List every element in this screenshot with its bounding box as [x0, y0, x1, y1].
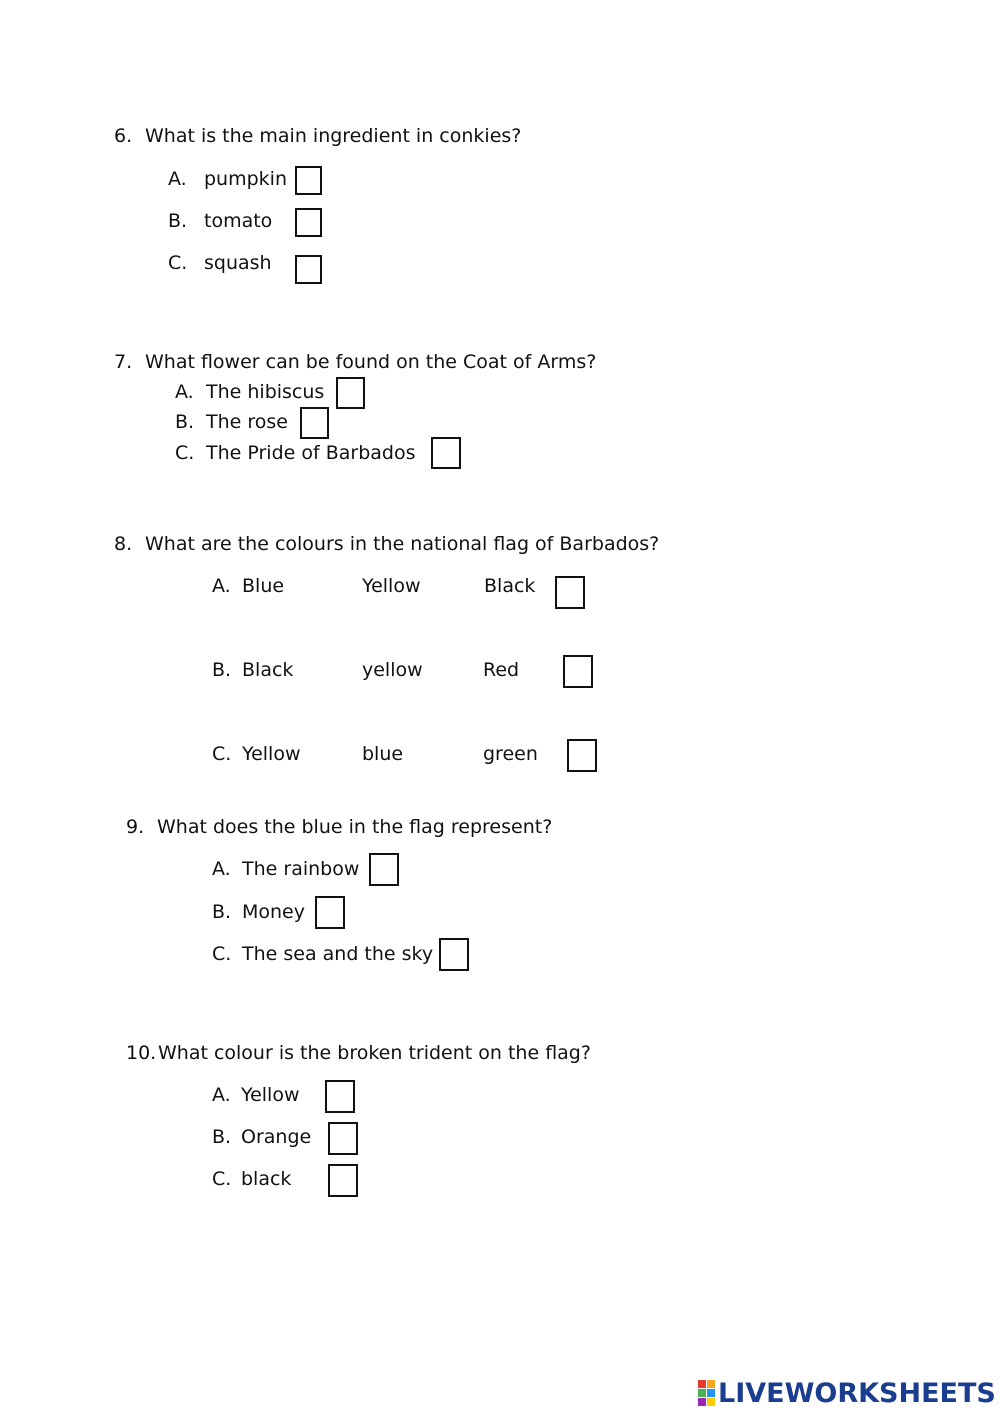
q6-option-a-text: pumpkin — [204, 168, 287, 190]
q6-option-c-checkbox[interactable] — [295, 255, 322, 284]
q7-option-a-letter: A. — [175, 381, 194, 403]
q6-number: 6. — [114, 125, 133, 147]
q10-number: 10. — [126, 1042, 157, 1064]
q6-option-c-letter: C. — [168, 252, 188, 274]
q7-option-b-letter: B. — [175, 411, 195, 433]
q6-option-b-letter: B. — [168, 210, 188, 232]
q8-option-b-checkbox[interactable] — [563, 655, 593, 688]
logo-mark-cell — [707, 1398, 715, 1406]
q9-option-a-letter: A. — [212, 858, 231, 880]
q9-option-a-checkbox[interactable] — [369, 853, 399, 886]
q10-option-a-text: Yellow — [241, 1084, 300, 1106]
logo-mark-cell — [707, 1380, 715, 1388]
q8-option-b-colour-2: yellow — [362, 659, 423, 681]
q8-option-b-colour-3: Red — [483, 659, 520, 681]
q9-number: 9. — [126, 816, 145, 838]
q8-option-c-colour-3: green — [483, 743, 538, 765]
q8-option-a-colour-3: Black — [484, 575, 536, 597]
logo-mark-cell — [698, 1389, 706, 1397]
q9-option-b-text: Money — [242, 901, 305, 923]
q8-option-c-colour-1: Yellow — [242, 743, 301, 765]
q8-option-b-letter: B. — [212, 659, 232, 681]
q10-option-b-letter: B. — [212, 1126, 232, 1148]
q8-option-b-colour-1: Black — [242, 659, 294, 681]
q9-option-a-text: The rainbow — [242, 858, 360, 880]
q9-text: What does the blue in the flag represent? — [157, 816, 553, 838]
q10-option-a-letter: A. — [212, 1084, 231, 1106]
logo-text: LIVEWORKSHEETS — [718, 1377, 996, 1409]
q8-option-a-letter: A. — [212, 575, 231, 597]
q7-option-c-letter: C. — [175, 442, 195, 464]
q8-option-c-colour-2: blue — [362, 743, 404, 765]
q8-option-a-colour-1: Blue — [242, 575, 285, 597]
q10-option-a-checkbox[interactable] — [325, 1080, 355, 1113]
q7-option-a-checkbox[interactable] — [336, 377, 365, 409]
q8-number: 8. — [114, 533, 133, 555]
q7-text: What flower can be found on the Coat of Arms? — [145, 351, 597, 373]
logo-mark-icon — [698, 1380, 715, 1406]
q10-option-b-checkbox[interactable] — [328, 1122, 358, 1155]
q7-option-c-checkbox[interactable] — [431, 437, 461, 469]
q9-option-c-checkbox[interactable] — [439, 938, 469, 971]
q8-option-a-colour-2: Yellow — [362, 575, 421, 597]
q6-option-c-text: squash — [204, 252, 272, 274]
q6-option-a-letter: A. — [168, 168, 187, 190]
q10-option-b-text: Orange — [241, 1126, 312, 1148]
q7-number: 7. — [114, 351, 133, 373]
q9-option-b-checkbox[interactable] — [315, 896, 345, 929]
q6-option-a-checkbox[interactable] — [295, 166, 322, 195]
logo-mark-cell — [698, 1398, 706, 1406]
q10-option-c-checkbox[interactable] — [328, 1164, 358, 1197]
liveworksheets-logo — [698, 1376, 996, 1410]
q8-option-a-checkbox[interactable] — [555, 576, 585, 609]
q10-option-c-text: black — [241, 1168, 292, 1190]
q10-option-c-letter: C. — [212, 1168, 232, 1190]
q6-option-b-text: tomato — [204, 210, 273, 232]
q9-option-c-text: The sea and the sky — [242, 943, 434, 965]
logo-mark-cell — [707, 1389, 715, 1397]
q8-option-c-letter: C. — [212, 743, 232, 765]
q6-option-b-checkbox[interactable] — [295, 208, 322, 237]
q7-option-b-text: The rose — [206, 411, 288, 433]
q6-text: What is the main ingredient in conkies? — [145, 125, 522, 147]
q9-option-b-letter: B. — [212, 901, 232, 923]
q7-option-b-checkbox[interactable] — [300, 407, 329, 439]
q7-option-a-text: The hibiscus — [206, 381, 325, 403]
q8-option-c-checkbox[interactable] — [567, 739, 597, 772]
q8-text: What are the colours in the national flag of Barbados? — [145, 533, 660, 555]
q10-text: What colour is the broken trident on the flag? — [158, 1042, 591, 1064]
q9-option-c-letter: C. — [212, 943, 232, 965]
logo-mark-cell — [698, 1380, 706, 1388]
q7-option-c-text: The Pride of Barbados — [206, 442, 416, 464]
